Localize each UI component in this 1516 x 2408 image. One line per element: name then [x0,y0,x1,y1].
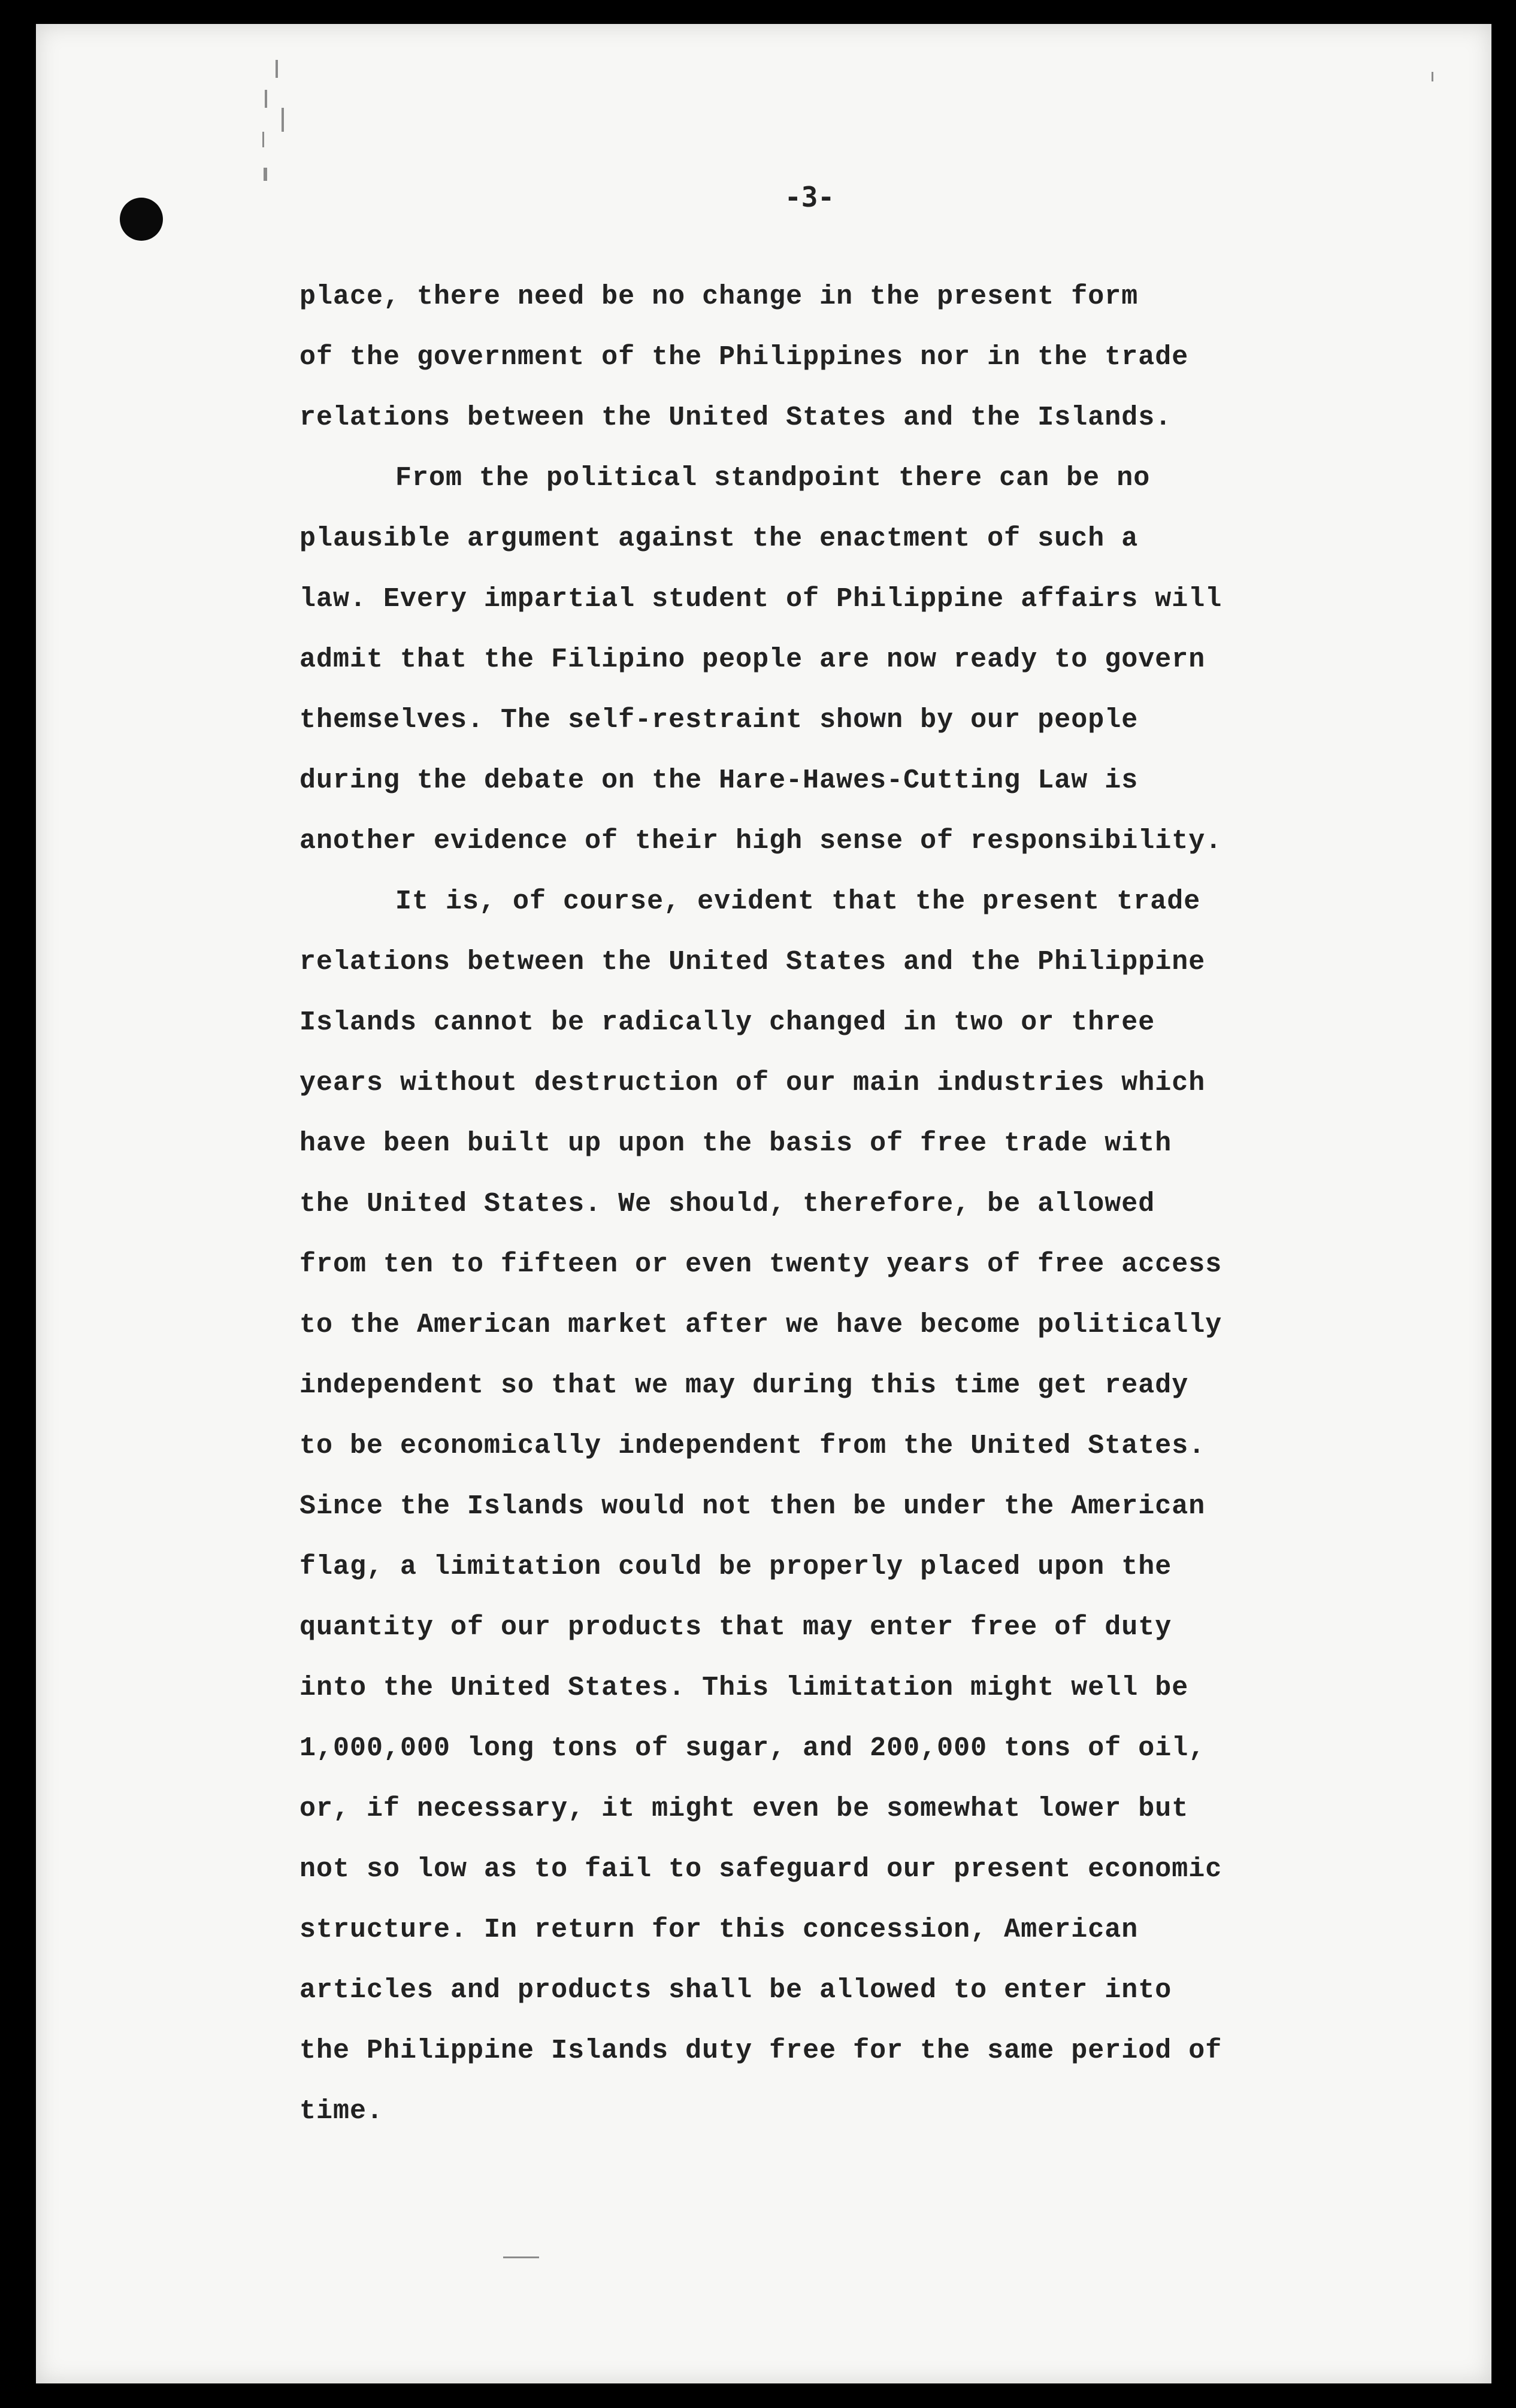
text-line: independent so that we may during this time get ready [299,1370,1189,1401]
text-line: during the debate on the Hare-Hawes-Cutting Law is [299,765,1139,796]
text-line: to be economically independent from the United States. [299,1431,1206,1461]
text-line: or, if necessary, it might even be somewhat lower but [299,1794,1189,1824]
ink-mark [503,2256,539,2258]
text-line: into the United States. This limitation might well be [299,1673,1189,1703]
body-text [299,266,1330,2142]
page-number: -3- [785,181,835,213]
ink-mark [1432,72,1433,81]
text-line: another evidence of their high sense of responsibility. [299,826,1223,856]
text-line: quantity of our products that may enter free of duty [299,1612,1172,1643]
ink-mark [276,60,278,78]
text-line: relations between the United States and the Philippine [299,947,1206,977]
text-line: place, there need be no change in the present form [299,281,1139,312]
text-line: plausible argument against the enactment of such a [299,523,1139,554]
text-line: relations between the United States and the Islands. [299,402,1172,433]
text-line: Islands cannot be radically changed in two or three [299,1007,1155,1038]
ink-mark [262,132,264,147]
text-line: flag, a limitation could be properly placed upon the [299,1552,1172,1582]
text-line: structure. In return for this concession, American [299,1915,1139,1945]
text-line: articles and products shall be allowed to enter into [299,1975,1172,2006]
text-line: have been built up upon the basis of free trade with [299,1128,1172,1159]
text-line: to the American market after we have become politically [299,1310,1223,1340]
text-line: the United States. We should, therefore, be allowed [299,1189,1155,1219]
text-line: not so low as to fail to safeguard our present economic [299,1854,1223,1885]
punch-hole [120,198,163,241]
text-line: law. Every impartial student of Philippine affairs will [299,584,1223,614]
ink-mark [264,168,267,181]
text-line: admit that the Filipino people are now ready to govern [299,644,1206,675]
document-page [36,24,1491,2383]
text-line: of the government of the Philippines nor in the trade [299,342,1189,372]
ink-mark [265,90,267,108]
text-line: It is, of course, evident that the present trade [395,886,1201,917]
text-line: from ten to fifteen or even twenty years of free access [299,1249,1223,1280]
text-line: 1,000,000 long tons of sugar, and 200,000 tons of oil, [299,1733,1206,1764]
text-line: years without destruction of our main industries which [299,1068,1206,1098]
text-line: time. [299,2096,384,2127]
text-line: themselves. The self-restraint shown by our people [299,705,1139,735]
text-line: Since the Islands would not then be under the American [299,1491,1206,1522]
text-line: the Philippine Islands duty free for the same period of [299,2036,1223,2066]
text-line: From the political standpoint there can be no [395,463,1151,493]
ink-mark [282,108,284,132]
